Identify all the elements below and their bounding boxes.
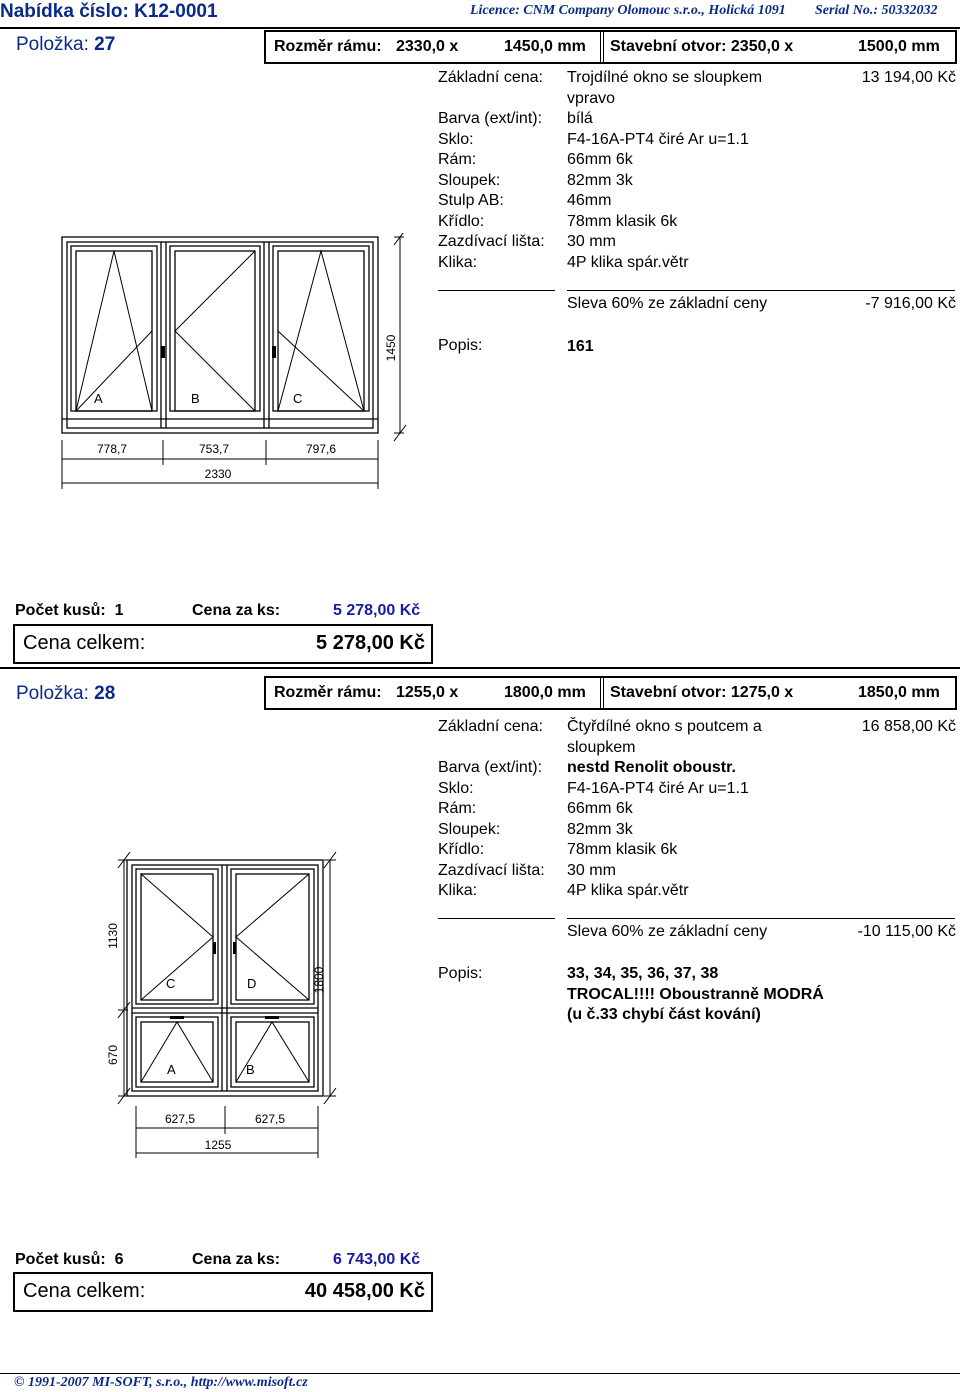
item-number: 27 <box>94 34 116 55</box>
height-dimension: 1800 <box>312 966 326 994</box>
discount-price: -7 916,00 Kč <box>865 295 956 312</box>
rule <box>567 290 955 291</box>
prop-label: Barva (ext/int): <box>438 110 543 127</box>
item-label: Položka: 28 <box>16 683 116 704</box>
window-drawing <box>100 850 340 1160</box>
unit-price: 5 278,00 Kč <box>333 602 421 619</box>
frame-height: 1800,0 mm <box>504 684 586 701</box>
description-text: 161 <box>567 338 594 355</box>
prop-value: 66mm 6k <box>567 800 633 817</box>
sash-label: C <box>293 391 303 406</box>
description-line: 33, 34, 35, 36, 37, 38 <box>567 965 719 982</box>
unit-price: 6 743,00 Kč <box>333 1251 421 1268</box>
total-label: Cena celkem: <box>23 1280 146 1302</box>
prop-label: Rám: <box>438 151 477 168</box>
base-price: 16 858,00 Kč <box>861 718 956 735</box>
prop-value: 82mm 3k <box>567 821 633 838</box>
prop-label: Stulp AB: <box>438 192 504 209</box>
total-price: 40 458,00 Kč <box>304 1280 425 1302</box>
base-description-cont: vpravo <box>567 90 616 107</box>
rule <box>438 918 555 919</box>
height-dimension: 1450 <box>384 334 398 362</box>
prop-value: 4P klika spár.větr <box>567 254 689 271</box>
prop-value: 82mm 3k <box>567 172 633 189</box>
opening-size: Stavební otvor: 1275,0 x <box>610 684 794 701</box>
serial-number: Serial No.: 50332032 <box>815 3 938 18</box>
description-line: TROCAL!!!! Oboustranně MODRÁ <box>567 986 824 1003</box>
prop-label: Rám: <box>438 800 477 817</box>
discount-label: Sleva 60% ze základní ceny <box>567 295 768 312</box>
prop-value: 30 mm <box>567 233 616 250</box>
dimensions-bar <box>264 30 957 64</box>
total-width-dimension: 2330 <box>204 467 232 481</box>
frame-width: 2330,0 x <box>396 38 459 55</box>
base-price-label: Základní cena: <box>438 69 543 86</box>
prop-label: Křídlo: <box>438 213 485 230</box>
prop-value: 46mm <box>567 192 612 209</box>
count-value: 1 <box>114 602 124 619</box>
width-dimension: 627,5 <box>254 1112 286 1126</box>
licence-text: Licence: CNM Company Olomouc s.r.o., Holická 1091 <box>470 3 786 18</box>
count-label: Počet kusů: 6 <box>15 1251 124 1268</box>
total-box <box>13 624 433 664</box>
unit-price-label: Cena za ks: <box>192 602 281 619</box>
total-box <box>13 1272 433 1312</box>
rule <box>438 290 555 291</box>
dimensions-bar <box>264 676 957 710</box>
prop-label: Sklo: <box>438 780 474 797</box>
base-price-label: Základní cena: <box>438 718 543 735</box>
description-line: (u č.33 chybí část kování) <box>567 1006 761 1023</box>
description-label: Popis: <box>438 965 483 982</box>
prop-value: 78mm klasik 6k <box>567 841 678 858</box>
item-divider <box>0 667 960 669</box>
base-description: Trojdílné okno se sloupkem <box>567 69 763 86</box>
prop-label: Sloupek: <box>438 172 501 189</box>
window-drawing <box>58 233 408 495</box>
prop-value: bílá <box>567 110 593 127</box>
dimensions-separator <box>600 678 604 708</box>
prop-label: Zazdívací lišta: <box>438 233 545 250</box>
header-rule <box>0 27 960 29</box>
discount-label: Sleva 60% ze základní ceny <box>567 923 768 940</box>
offer-number-title: Nabídka číslo: K12-0001 <box>0 1 218 22</box>
prop-value: F4-16A-PT4 čiré Ar u=1.1 <box>567 780 749 797</box>
prop-value: F4-16A-PT4 čiré Ar u=1.1 <box>567 131 749 148</box>
prop-value: 4P klika spár.větr <box>567 882 689 899</box>
prop-label: Klika: <box>438 254 478 271</box>
prop-label: Barva (ext/int): <box>438 759 543 776</box>
width-dimension: 753,7 <box>198 442 230 456</box>
item-number: 28 <box>94 683 116 704</box>
total-price: 5 278,00 Kč <box>316 632 425 654</box>
dimensions-separator <box>600 32 604 62</box>
description-label: Popis: <box>438 337 483 354</box>
opening-height: 1850,0 mm <box>858 684 940 701</box>
sash-label: D <box>247 976 257 991</box>
width-dimension: 627,5 <box>164 1112 196 1126</box>
footer-rule <box>0 1373 960 1374</box>
upper-height-dimension: 1130 <box>106 923 120 949</box>
copyright: © 1991-2007 MI-SOFT, s.r.o., http://www.misoft.cz <box>14 1375 308 1390</box>
sash-label: C <box>166 976 176 991</box>
sash-label: A <box>94 391 103 406</box>
prop-label: Sloupek: <box>438 821 501 838</box>
prop-label: Křídlo: <box>438 841 485 858</box>
frame-size-label: Rozměr rámu: <box>274 684 382 701</box>
prop-value: 78mm klasik 6k <box>567 213 678 230</box>
discount-price: -10 115,00 Kč <box>857 923 956 940</box>
frame-width: 1255,0 x <box>396 684 459 701</box>
sash-label: A <box>167 1062 176 1077</box>
opening-height: 1500,0 mm <box>858 38 940 55</box>
base-description: Čtyřdílné okno s poutcem a <box>567 718 762 735</box>
prop-label: Sklo: <box>438 131 474 148</box>
lower-height-dimension: 670 <box>106 1044 120 1066</box>
total-label: Cena celkem: <box>23 632 146 654</box>
prop-label: Klika: <box>438 882 478 899</box>
base-price: 13 194,00 Kč <box>861 69 956 86</box>
frame-size-label: Rozměr rámu: <box>274 38 382 55</box>
total-width-dimension: 1255 <box>204 1138 232 1152</box>
prop-value: 66mm 6k <box>567 151 633 168</box>
item-label: Položka: 27 <box>16 34 116 55</box>
frame-height: 1450,0 mm <box>504 38 586 55</box>
base-description-cont: sloupkem <box>567 739 636 756</box>
rule <box>567 918 955 919</box>
count-label: Počet kusů: 1 <box>15 602 124 619</box>
width-dimension: 778,7 <box>96 442 128 456</box>
width-dimension: 797,6 <box>305 442 337 456</box>
prop-value: nestd Renolit oboustr. <box>567 759 736 776</box>
unit-price-label: Cena za ks: <box>192 1251 281 1268</box>
opening-size: Stavební otvor: 2350,0 x <box>610 38 794 55</box>
sash-label: B <box>191 391 200 406</box>
sash-label: B <box>246 1062 255 1077</box>
prop-label: Zazdívací lišta: <box>438 862 545 879</box>
count-value: 6 <box>114 1251 124 1268</box>
prop-value: 30 mm <box>567 862 616 879</box>
